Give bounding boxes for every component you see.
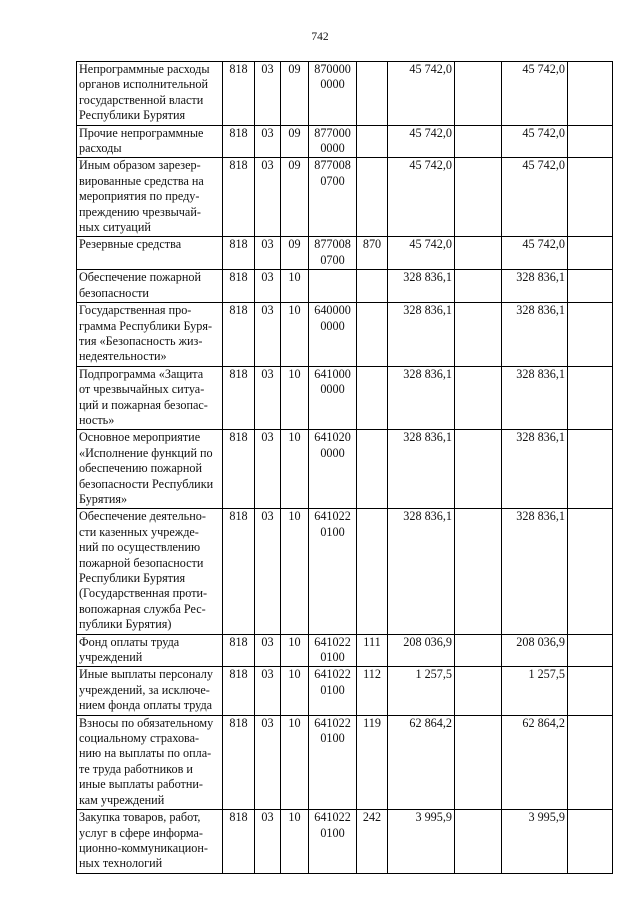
row-amount-cell: 1 257,5 xyxy=(388,667,455,715)
table-row xyxy=(77,270,613,303)
name-line: кам учреждений xyxy=(79,792,165,807)
budget-table xyxy=(76,61,613,874)
row-expense-type-cell xyxy=(357,125,388,158)
row-empty-cell xyxy=(455,125,502,158)
table-row xyxy=(77,366,613,430)
row-expense-type-cell: 242 xyxy=(357,810,388,874)
row-name-cell xyxy=(77,125,223,158)
row-subsection-cell: 10 xyxy=(281,509,309,634)
row-amount-cell: 45 742,0 xyxy=(388,62,455,126)
row-name-cell xyxy=(77,810,223,874)
target-line: 0000 xyxy=(320,382,345,397)
name-line: Республики Бурятия xyxy=(79,108,186,123)
row-code-cell: 818 xyxy=(223,667,255,715)
target-line: 641000 xyxy=(314,366,351,381)
table-row xyxy=(77,303,613,367)
row-total-cell: 62 864,2 xyxy=(502,715,568,809)
row-expense-type-cell xyxy=(357,62,388,126)
table-row xyxy=(77,810,613,874)
row-empty-cell xyxy=(455,715,502,809)
row-target-cell xyxy=(309,270,357,303)
row-expense-type-cell: 119 xyxy=(357,715,388,809)
row-section-cell: 03 xyxy=(255,810,281,874)
row-amount-cell: 328 836,1 xyxy=(388,270,455,303)
row-amount-cell: 328 836,1 xyxy=(388,509,455,634)
table-row xyxy=(77,667,613,715)
name-line: ний по осуществлению xyxy=(79,540,201,555)
row-code-cell: 818 xyxy=(223,62,255,126)
row-total-cell: 328 836,1 xyxy=(502,303,568,367)
name-line: ных технологий xyxy=(79,856,163,871)
name-line: сти казенных учрежде- xyxy=(79,524,199,539)
row-subsection-cell: 09 xyxy=(281,125,309,158)
row-total-cell: 45 742,0 xyxy=(502,237,568,270)
row-code-cell: 818 xyxy=(223,366,255,430)
row-code-cell: 818 xyxy=(223,430,255,509)
row-empty-cell xyxy=(455,667,502,715)
name-line: пожарной безопасности xyxy=(79,555,204,570)
row-empty-cell xyxy=(568,366,613,430)
row-empty-cell xyxy=(568,125,613,158)
name-line: от чрезвычайных ситуа- xyxy=(79,382,205,397)
name-line: нию на выплаты по опла- xyxy=(79,746,212,761)
row-expense-type-cell xyxy=(357,303,388,367)
name-line: преждению чрезвычай- xyxy=(79,204,201,219)
row-amount-cell: 208 036,9 xyxy=(388,634,455,667)
row-target-cell xyxy=(309,715,357,809)
name-line: Закупка товаров, работ, xyxy=(79,810,201,825)
row-total-cell: 1 257,5 xyxy=(502,667,568,715)
name-line: органов исполнительной xyxy=(79,77,209,92)
row-target-cell xyxy=(309,303,357,367)
row-section-cell: 03 xyxy=(255,270,281,303)
target-line: 641020 xyxy=(314,430,351,445)
table-row xyxy=(77,62,613,126)
row-subsection-cell: 10 xyxy=(281,667,309,715)
name-line: безопасности xyxy=(79,285,149,300)
page-number: 742 xyxy=(311,31,329,43)
target-line: 877000 xyxy=(314,125,351,140)
target-line: 0700 xyxy=(320,252,345,267)
row-code-cell: 818 xyxy=(223,270,255,303)
row-amount-cell: 45 742,0 xyxy=(388,125,455,158)
target-line: 0100 xyxy=(320,524,345,539)
name-line: вопожарная служба Рес- xyxy=(79,601,206,616)
row-target-cell xyxy=(309,125,357,158)
target-line: 877008 xyxy=(314,158,351,173)
target-line: 0100 xyxy=(320,825,345,840)
row-section-cell: 03 xyxy=(255,125,281,158)
row-name-cell xyxy=(77,366,223,430)
row-empty-cell xyxy=(568,62,613,126)
row-section-cell: 03 xyxy=(255,366,281,430)
row-target-cell xyxy=(309,237,357,270)
row-empty-cell xyxy=(455,634,502,667)
row-empty-cell xyxy=(568,270,613,303)
row-total-cell: 328 836,1 xyxy=(502,509,568,634)
row-total-cell: 45 742,0 xyxy=(502,125,568,158)
row-empty-cell xyxy=(568,715,613,809)
row-expense-type-cell: 870 xyxy=(357,237,388,270)
row-empty-cell xyxy=(455,430,502,509)
row-code-cell: 818 xyxy=(223,509,255,634)
row-target-cell xyxy=(309,634,357,667)
row-total-cell: 45 742,0 xyxy=(502,158,568,237)
name-line: учреждений, за исключе- xyxy=(79,682,210,697)
row-code-cell: 818 xyxy=(223,634,255,667)
target-line: 641022 xyxy=(314,634,351,649)
name-line: государственной власти xyxy=(79,92,204,107)
name-line: обеспечению пожарной xyxy=(79,461,202,476)
row-name-cell xyxy=(77,158,223,237)
row-expense-type-cell: 112 xyxy=(357,667,388,715)
row-name-cell xyxy=(77,430,223,509)
row-expense-type-cell xyxy=(357,270,388,303)
row-empty-cell xyxy=(455,237,502,270)
target-line: 0100 xyxy=(320,682,345,697)
table-row xyxy=(77,158,613,237)
row-name-cell xyxy=(77,270,223,303)
row-section-cell: 03 xyxy=(255,237,281,270)
name-line: Иные выплаты персоналу xyxy=(79,667,213,682)
row-target-cell xyxy=(309,667,357,715)
name-line: (Государственная проти- xyxy=(79,586,208,601)
row-empty-cell xyxy=(455,270,502,303)
name-line: Взносы по обязательному xyxy=(79,715,214,730)
table-row xyxy=(77,125,613,158)
row-total-cell: 328 836,1 xyxy=(502,366,568,430)
row-code-cell: 818 xyxy=(223,810,255,874)
row-total-cell: 3 995,9 xyxy=(502,810,568,874)
table-row xyxy=(77,715,613,809)
row-name-cell xyxy=(77,715,223,809)
row-expense-type-cell xyxy=(357,430,388,509)
name-line: те труда работников и xyxy=(79,761,193,776)
row-subsection-cell: 09 xyxy=(281,237,309,270)
row-subsection-cell: 10 xyxy=(281,634,309,667)
row-subsection-cell: 10 xyxy=(281,430,309,509)
row-target-cell xyxy=(309,366,357,430)
table-row xyxy=(77,237,613,270)
name-line: Прочие непрограммные xyxy=(79,125,204,140)
row-amount-cell: 62 864,2 xyxy=(388,715,455,809)
name-line: Иным образом зарезер- xyxy=(79,158,201,173)
name-line: социальному страхова- xyxy=(79,731,200,746)
row-empty-cell xyxy=(568,509,613,634)
row-section-cell: 03 xyxy=(255,715,281,809)
row-empty-cell xyxy=(455,810,502,874)
name-line: ций и пожарная безопас- xyxy=(79,397,208,412)
name-line: мероприятия по преду- xyxy=(79,189,200,204)
row-code-cell: 818 xyxy=(223,715,255,809)
row-name-cell xyxy=(77,303,223,367)
row-section-cell: 03 xyxy=(255,158,281,237)
name-line: Республики Бурятия xyxy=(79,571,186,585)
row-section-cell: 03 xyxy=(255,667,281,715)
name-line: Подпрограмма «Защита xyxy=(79,366,204,381)
row-amount-cell: 45 742,0 xyxy=(388,158,455,237)
row-empty-cell xyxy=(568,158,613,237)
row-amount-cell: 328 836,1 xyxy=(388,430,455,509)
row-empty-cell xyxy=(568,430,613,509)
row-section-cell: 03 xyxy=(255,634,281,667)
target-line: 870000 xyxy=(314,62,351,76)
row-subsection-cell: 10 xyxy=(281,303,309,367)
row-amount-cell: 328 836,1 xyxy=(388,303,455,367)
name-line: недеятельности» xyxy=(79,349,167,364)
row-subsection-cell: 10 xyxy=(281,270,309,303)
row-empty-cell xyxy=(568,667,613,715)
row-empty-cell xyxy=(455,509,502,634)
row-total-cell: 328 836,1 xyxy=(502,430,568,509)
target-line: 641022 xyxy=(314,810,351,825)
target-line: 0700 xyxy=(320,173,345,188)
row-code-cell: 818 xyxy=(223,158,255,237)
row-section-cell: 03 xyxy=(255,430,281,509)
name-line: грамма Республики Буря- xyxy=(79,318,213,333)
row-name-cell xyxy=(77,62,223,126)
row-empty-cell xyxy=(455,303,502,367)
row-target-cell xyxy=(309,158,357,237)
name-line: тия «Безопасность жиз- xyxy=(79,333,203,348)
row-target-cell xyxy=(309,810,357,874)
row-code-cell: 818 xyxy=(223,125,255,158)
row-empty-cell xyxy=(455,158,502,237)
target-line: 0100 xyxy=(320,650,345,665)
name-line: безопасности Республики xyxy=(79,476,214,491)
name-line: Обеспечение деятельно- xyxy=(79,509,206,524)
target-line: 877008 xyxy=(314,237,351,252)
name-line: ность» xyxy=(79,412,115,427)
row-total-cell: 208 036,9 xyxy=(502,634,568,667)
name-line: Основное мероприятие xyxy=(79,430,201,445)
target-line: 641022 xyxy=(314,715,351,730)
target-line: 0000 xyxy=(320,141,345,156)
name-line: услуг в сфере информа- xyxy=(79,825,203,840)
row-section-cell: 03 xyxy=(255,62,281,126)
row-empty-cell xyxy=(568,634,613,667)
name-line: Государственная про- xyxy=(79,303,192,318)
name-line: вированные средства на xyxy=(79,173,204,188)
name-line: ционно-коммуникацион- xyxy=(79,840,208,855)
target-line: 0100 xyxy=(320,731,345,746)
row-expense-type-cell xyxy=(357,509,388,634)
name-line: Фонд оплаты труда xyxy=(79,634,180,649)
row-empty-cell xyxy=(568,237,613,270)
name-line: нием фонда оплаты труда xyxy=(79,698,213,713)
row-name-cell xyxy=(77,237,223,270)
table-row xyxy=(77,430,613,509)
target-line: 0000 xyxy=(320,445,345,460)
row-amount-cell: 45 742,0 xyxy=(388,237,455,270)
row-amount-cell: 328 836,1 xyxy=(388,366,455,430)
row-subsection-cell: 09 xyxy=(281,62,309,126)
name-line: «Исполнение функций по xyxy=(79,445,213,460)
row-name-cell xyxy=(77,667,223,715)
name-line: публики Бурятия) xyxy=(79,617,172,632)
row-total-cell: 328 836,1 xyxy=(502,270,568,303)
target-line: 640000 xyxy=(314,303,351,318)
row-expense-type-cell xyxy=(357,158,388,237)
row-empty-cell xyxy=(455,366,502,430)
name-line: Резервные средства xyxy=(79,237,182,252)
row-name-cell xyxy=(77,509,223,634)
row-expense-type-cell xyxy=(357,366,388,430)
row-code-cell: 818 xyxy=(223,237,255,270)
row-code-cell: 818 xyxy=(223,303,255,367)
name-line: ных ситуаций xyxy=(79,220,151,235)
target-line: 641022 xyxy=(314,509,351,524)
row-empty-cell xyxy=(568,303,613,367)
name-line: Бурятия» xyxy=(79,491,128,506)
row-subsection-cell: 09 xyxy=(281,158,309,237)
name-line: иные выплаты работни- xyxy=(79,777,203,792)
target-line: 641022 xyxy=(314,667,351,682)
name-line: расходы xyxy=(79,141,122,156)
name-line: учреждений xyxy=(79,650,143,665)
row-amount-cell: 3 995,9 xyxy=(388,810,455,874)
table-row xyxy=(77,634,613,667)
name-line: Непрограммные расходы xyxy=(79,62,210,76)
target-line: 0000 xyxy=(320,77,345,92)
row-total-cell: 45 742,0 xyxy=(502,62,568,126)
row-target-cell xyxy=(309,509,357,634)
row-empty-cell xyxy=(568,810,613,874)
row-target-cell xyxy=(309,430,357,509)
row-section-cell: 03 xyxy=(255,303,281,367)
table-body xyxy=(77,62,613,874)
row-target-cell xyxy=(309,62,357,126)
row-subsection-cell: 10 xyxy=(281,715,309,809)
row-subsection-cell: 10 xyxy=(281,810,309,874)
name-line: Обеспечение пожарной xyxy=(79,270,202,285)
row-subsection-cell: 10 xyxy=(281,366,309,430)
target-line: 0000 xyxy=(320,318,345,333)
row-section-cell: 03 xyxy=(255,509,281,634)
row-expense-type-cell: 111 xyxy=(357,634,388,667)
row-empty-cell xyxy=(455,62,502,126)
table-row xyxy=(77,509,613,634)
row-name-cell xyxy=(77,634,223,667)
